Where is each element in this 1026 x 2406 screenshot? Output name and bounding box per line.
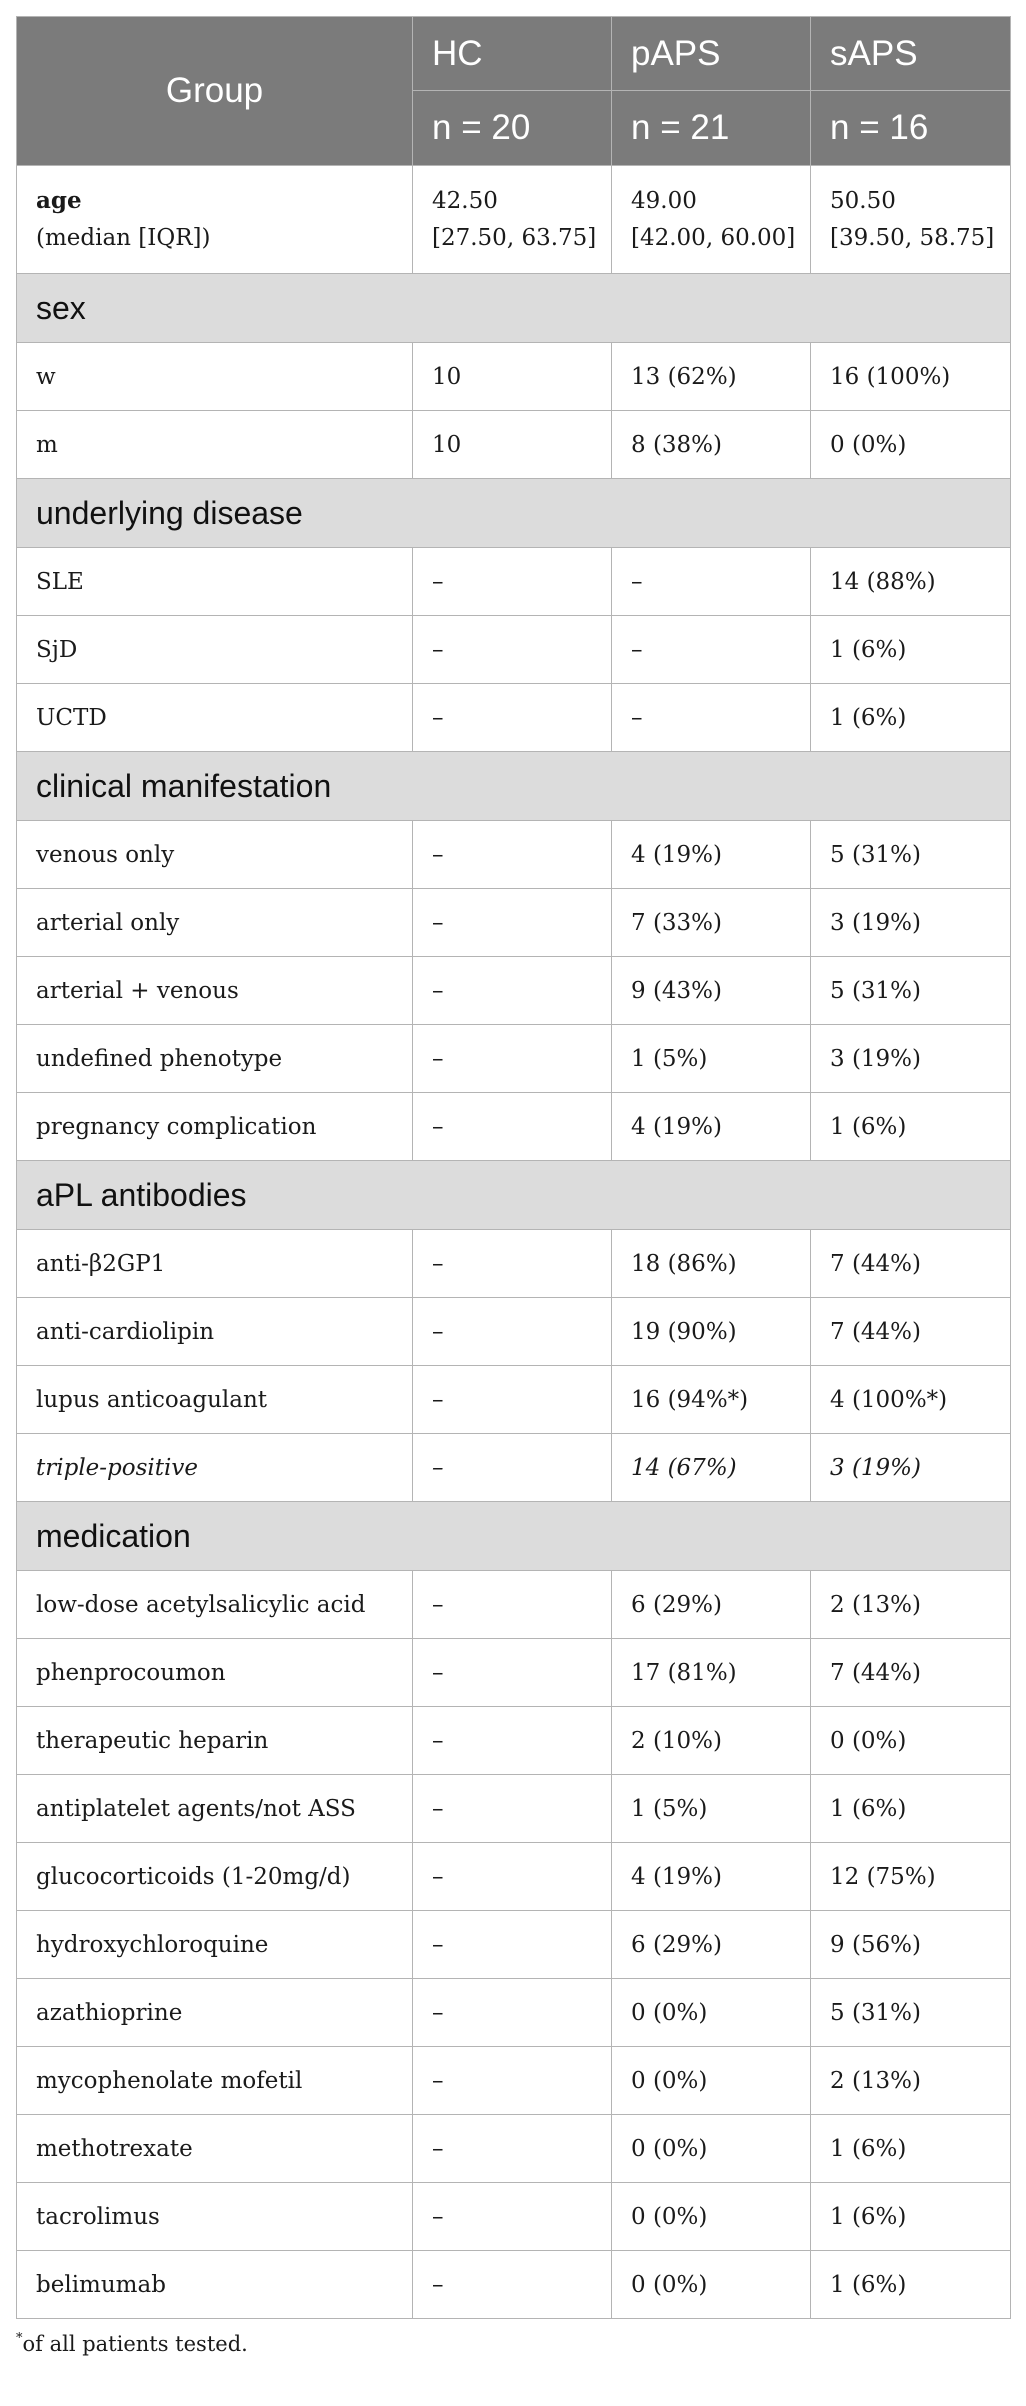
table-row — [17, 1093, 1011, 1161]
cell-hc: – — [413, 1843, 612, 1911]
table-row — [17, 1911, 1011, 1979]
cell-label: tacrolimus — [17, 2183, 413, 2251]
age-saps-cell — [811, 166, 1011, 274]
cell-hc: – — [413, 957, 612, 1025]
table-body — [17, 166, 1011, 2319]
cell-saps: 12 (75%) — [811, 1843, 1011, 1911]
cell-label: SLE — [17, 548, 413, 616]
section-title: medication — [17, 1502, 1011, 1571]
cell-saps: 1 (6%) — [811, 2183, 1011, 2251]
group-name-paps: pAPS — [612, 17, 811, 91]
section-header-row — [17, 479, 1011, 548]
cell-saps: 2 (13%) — [811, 2047, 1011, 2115]
table-row — [17, 343, 1011, 411]
cell-label: antiplatelet agents/not ASS — [17, 1775, 413, 1843]
age-label: age — [36, 187, 82, 214]
cell-saps: 0 (0%) — [811, 411, 1011, 479]
table-row — [17, 1843, 1011, 1911]
section-header-row — [17, 1502, 1011, 1571]
cell-paps: 17 (81%) — [612, 1639, 811, 1707]
cell-hc: – — [413, 1298, 612, 1366]
cell-saps: 3 (19%) — [811, 889, 1011, 957]
age-hc-iqr: [27.50, 63.75] — [432, 224, 597, 251]
cell-hc: – — [413, 1093, 612, 1161]
section-header-row — [17, 752, 1011, 821]
cell-hc: – — [413, 548, 612, 616]
cell-paps: – — [612, 616, 811, 684]
cell-saps: 7 (44%) — [811, 1230, 1011, 1298]
cell-saps: 5 (31%) — [811, 957, 1011, 1025]
section-title: sex — [17, 274, 1011, 343]
age-paps-cell — [612, 166, 811, 274]
table-row — [17, 957, 1011, 1025]
age-paps-median: 49.00 — [631, 187, 697, 214]
cell-paps: 8 (38%) — [612, 411, 811, 479]
cell-hc: – — [413, 1775, 612, 1843]
cell-hc: – — [413, 1230, 612, 1298]
cell-paps: 6 (29%) — [612, 1911, 811, 1979]
table-row — [17, 2047, 1011, 2115]
cell-saps: 4 (100%*) — [811, 1366, 1011, 1434]
cell-label: mycophenolate mofetil — [17, 2047, 413, 2115]
cell-saps: 14 (88%) — [811, 548, 1011, 616]
table-row — [17, 1230, 1011, 1298]
cell-paps: 18 (86%) — [612, 1230, 811, 1298]
cell-paps: 14 (67%) — [612, 1434, 811, 1502]
table-row — [17, 684, 1011, 752]
cell-paps: – — [612, 548, 811, 616]
cell-hc: – — [413, 1571, 612, 1639]
cell-hc: – — [413, 889, 612, 957]
cell-saps: 5 (31%) — [811, 821, 1011, 889]
cell-paps: 2 (10%) — [612, 1707, 811, 1775]
table-footnote — [16, 2331, 1010, 2356]
cell-label: arterial + venous — [17, 957, 413, 1025]
cell-label: glucocorticoids (1-20mg/d) — [17, 1843, 413, 1911]
cell-saps: 7 (44%) — [811, 1298, 1011, 1366]
cell-label: lupus anticoagulant — [17, 1366, 413, 1434]
cell-hc: – — [413, 2183, 612, 2251]
age-row — [17, 166, 1011, 274]
table-container — [16, 16, 1010, 2356]
cell-hc: – — [413, 2047, 612, 2115]
cell-label: methotrexate — [17, 2115, 413, 2183]
table-row — [17, 1775, 1011, 1843]
cell-paps: 7 (33%) — [612, 889, 811, 957]
patient-characteristics-table — [16, 16, 1011, 2319]
footnote-marker: * — [16, 2331, 23, 2346]
cell-label: SjD — [17, 616, 413, 684]
cell-hc: – — [413, 684, 612, 752]
cell-paps: 6 (29%) — [612, 1571, 811, 1639]
cell-label: undefined phenotype — [17, 1025, 413, 1093]
table-row — [17, 821, 1011, 889]
cell-saps: 1 (6%) — [811, 684, 1011, 752]
cell-hc: – — [413, 1979, 612, 2047]
table-row — [17, 411, 1011, 479]
section-title: underlying disease — [17, 479, 1011, 548]
cell-paps: 9 (43%) — [612, 957, 811, 1025]
table-row — [17, 1434, 1011, 1502]
table-row — [17, 1639, 1011, 1707]
cell-label: m — [17, 411, 413, 479]
cell-label: UCTD — [17, 684, 413, 752]
cell-saps: 16 (100%) — [811, 343, 1011, 411]
table-row — [17, 1298, 1011, 1366]
cell-label: pregnancy complication — [17, 1093, 413, 1161]
cell-paps: 1 (5%) — [612, 1775, 811, 1843]
age-hc-cell — [413, 166, 612, 274]
table-row — [17, 616, 1011, 684]
cell-saps: 7 (44%) — [811, 1639, 1011, 1707]
cell-label: azathioprine — [17, 1979, 413, 2047]
section-title: clinical manifestation — [17, 752, 1011, 821]
cell-paps: 0 (0%) — [612, 2047, 811, 2115]
cell-saps: 3 (19%) — [811, 1434, 1011, 1502]
table-row — [17, 1707, 1011, 1775]
table-row — [17, 548, 1011, 616]
cell-hc: 10 — [413, 343, 612, 411]
cell-label: hydroxychloroquine — [17, 1911, 413, 1979]
cell-saps: 1 (6%) — [811, 2251, 1011, 2319]
age-saps-iqr: [39.50, 58.75] — [830, 224, 995, 251]
group-name-saps: sAPS — [811, 17, 1011, 91]
cell-paps: 0 (0%) — [612, 1979, 811, 2047]
cell-paps: – — [612, 684, 811, 752]
cell-paps: 0 (0%) — [612, 2115, 811, 2183]
cell-paps: 4 (19%) — [612, 821, 811, 889]
cell-label: phenprocoumon — [17, 1639, 413, 1707]
cell-saps: 5 (31%) — [811, 1979, 1011, 2047]
cell-saps: 3 (19%) — [811, 1025, 1011, 1093]
section-title: aPL antibodies — [17, 1161, 1011, 1230]
cell-hc: – — [413, 821, 612, 889]
cell-hc: – — [413, 1025, 612, 1093]
cell-paps: 19 (90%) — [612, 1298, 811, 1366]
age-paps-iqr: [42.00, 60.00] — [631, 224, 796, 251]
age-saps-median: 50.50 — [830, 187, 896, 214]
cell-label: w — [17, 343, 413, 411]
cell-label: triple-positive — [17, 1434, 413, 1502]
age-sublabel: (median [IQR]) — [36, 225, 211, 251]
cell-hc: 10 — [413, 411, 612, 479]
table-row — [17, 1025, 1011, 1093]
cell-hc: – — [413, 1434, 612, 1502]
cell-saps: 1 (6%) — [811, 2115, 1011, 2183]
cell-hc: – — [413, 2115, 612, 2183]
table-row — [17, 1571, 1011, 1639]
cell-paps: 4 (19%) — [612, 1093, 811, 1161]
cell-saps: 1 (6%) — [811, 1093, 1011, 1161]
section-header-row — [17, 1161, 1011, 1230]
age-label-cell — [17, 166, 413, 274]
group-count-paps: n = 21 — [612, 91, 811, 166]
cell-hc: – — [413, 1707, 612, 1775]
header-row-groups — [17, 17, 1011, 91]
cell-saps: 1 (6%) — [811, 616, 1011, 684]
cell-saps: 0 (0%) — [811, 1707, 1011, 1775]
cell-paps: 0 (0%) — [612, 2251, 811, 2319]
cell-label: therapeutic heparin — [17, 1707, 413, 1775]
table-row — [17, 2251, 1011, 2319]
table-header — [17, 17, 1011, 166]
cell-hc: – — [413, 1911, 612, 1979]
age-hc-median: 42.50 — [432, 187, 498, 214]
group-count-hc: n = 20 — [413, 91, 612, 166]
footnote-text: of all patients tested. — [22, 2332, 248, 2356]
cell-label: venous only — [17, 821, 413, 889]
cell-label: anti-cardiolipin — [17, 1298, 413, 1366]
cell-label: low-dose acetylsalicylic acid — [17, 1571, 413, 1639]
table-row — [17, 889, 1011, 957]
cell-paps: 1 (5%) — [612, 1025, 811, 1093]
table-row — [17, 2183, 1011, 2251]
table-row — [17, 2115, 1011, 2183]
cell-hc: – — [413, 616, 612, 684]
cell-paps: 0 (0%) — [612, 2183, 811, 2251]
cell-saps: 1 (6%) — [811, 1775, 1011, 1843]
section-header-row — [17, 274, 1011, 343]
group-header-cell: Group — [17, 17, 413, 166]
group-name-hc: HC — [413, 17, 612, 91]
cell-paps: 13 (62%) — [612, 343, 811, 411]
cell-saps: 9 (56%) — [811, 1911, 1011, 1979]
table-row — [17, 1366, 1011, 1434]
cell-hc: – — [413, 1366, 612, 1434]
cell-hc: – — [413, 2251, 612, 2319]
cell-hc: – — [413, 1639, 612, 1707]
group-count-saps: n = 16 — [811, 91, 1011, 166]
cell-label: belimumab — [17, 2251, 413, 2319]
cell-paps: 16 (94%*) — [612, 1366, 811, 1434]
cell-saps: 2 (13%) — [811, 1571, 1011, 1639]
cell-paps: 4 (19%) — [612, 1843, 811, 1911]
table-row — [17, 1979, 1011, 2047]
cell-label: anti-β2GP1 — [17, 1230, 413, 1298]
cell-label: arterial only — [17, 889, 413, 957]
